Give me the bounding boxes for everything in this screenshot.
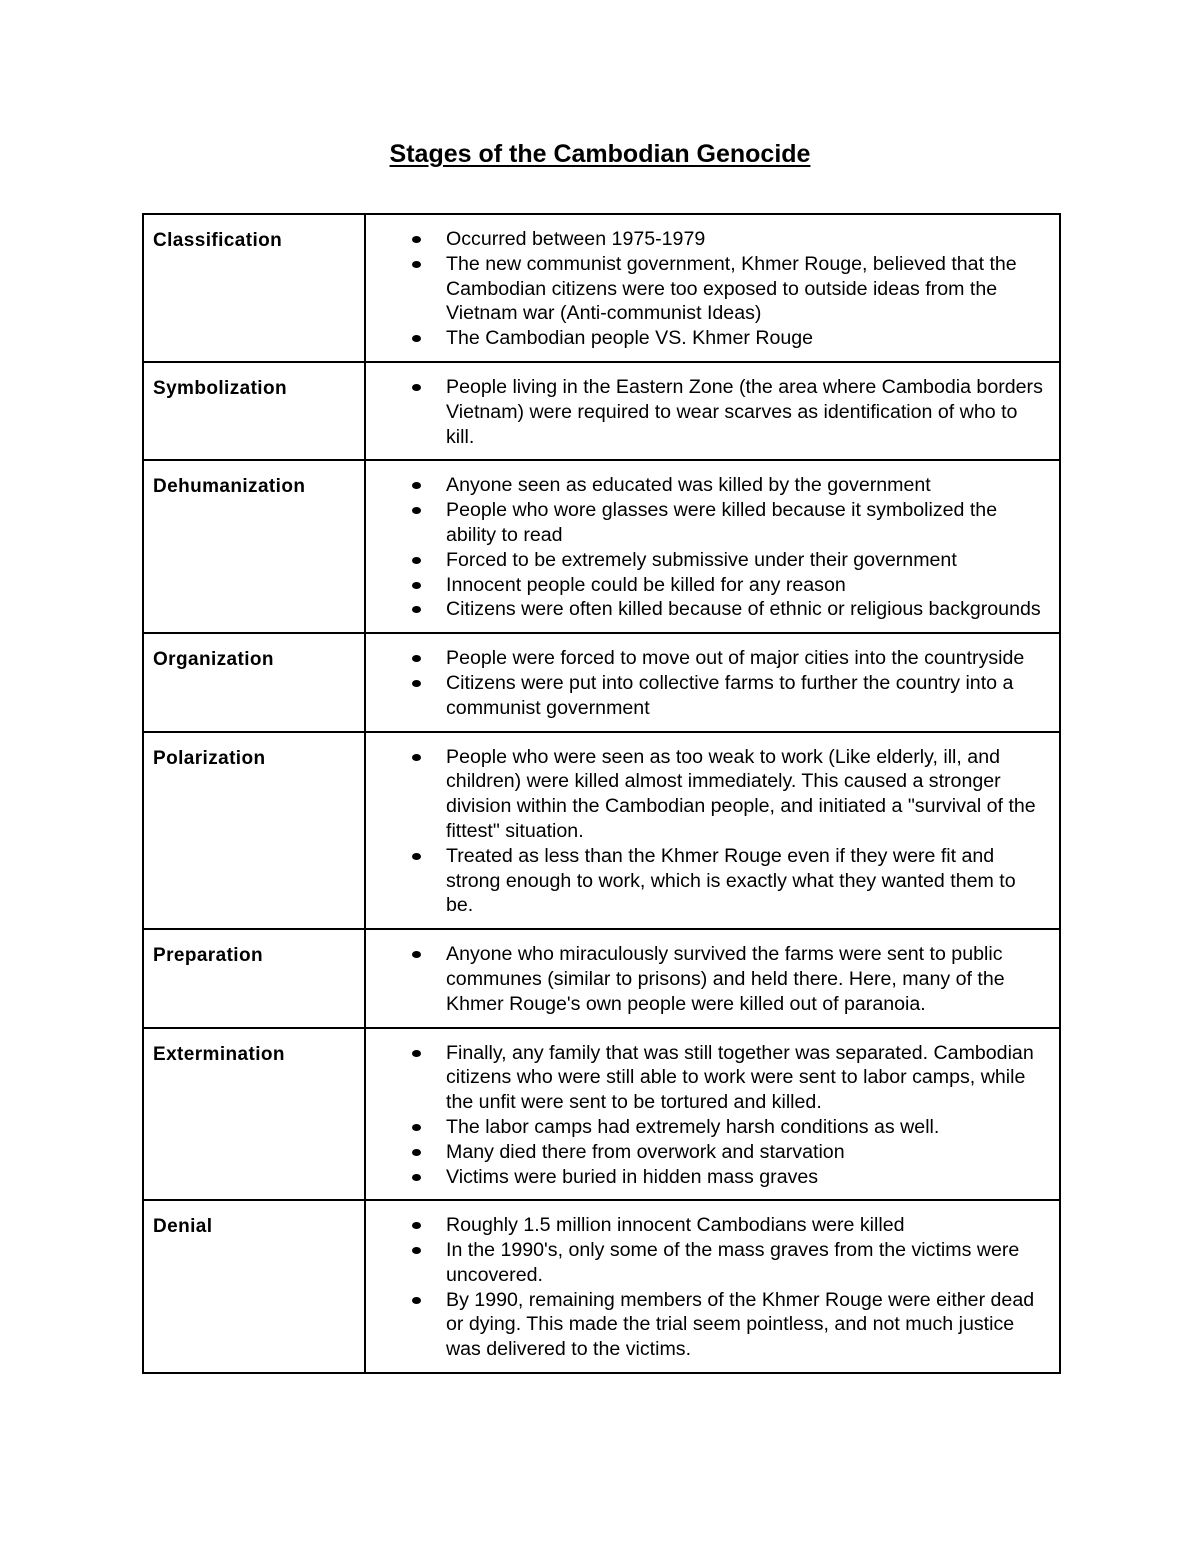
bullet-list — [366, 646, 1047, 720]
list-item: Innocent people could be killed for any reason — [446, 573, 1047, 598]
stage-points-cell — [365, 460, 1060, 633]
table-row — [143, 460, 1060, 633]
list-item: Anyone seen as educated was killed by the government — [446, 473, 1047, 498]
stage-name-cell: Denial — [143, 1200, 365, 1373]
table-row — [143, 732, 1060, 930]
stage-points-cell — [365, 1028, 1060, 1201]
bullet-list — [366, 227, 1047, 351]
list-item: The new communist government, Khmer Rouge, believed that the Cambodian citizens were too exposed to outside ideas from the Vietnam war (Anti-communist Ideas) — [446, 252, 1047, 326]
table-row — [143, 214, 1060, 362]
bullet-list — [366, 473, 1047, 622]
stage-name-cell: Extermination — [143, 1028, 365, 1201]
table-row — [143, 1200, 1060, 1373]
table-row — [143, 362, 1060, 460]
stages-table-body — [143, 214, 1060, 1373]
stage-name-cell: Classification — [143, 214, 365, 362]
stage-name-cell: Polarization — [143, 732, 365, 930]
list-item: Victims were buried in hidden mass graves — [446, 1165, 1047, 1190]
bullet-list — [366, 375, 1047, 449]
list-item: Finally, any family that was still together was separated. Cambodian citizens who were still able to work were sent to labor camps, while the unfit were sent to be tortured and killed. — [446, 1041, 1047, 1115]
list-item: In the 1990's, only some of the mass graves from the victims were uncovered. — [446, 1238, 1047, 1288]
stages-table — [142, 213, 1061, 1374]
list-item: The labor camps had extremely harsh conditions as well. — [446, 1115, 1047, 1140]
bullet-list — [366, 745, 1047, 919]
list-item: Treated as less than the Khmer Rouge even if they were fit and strong enough to work, which is exactly what they wanted them to be. — [446, 844, 1047, 918]
list-item: People were forced to move out of major cities into the countryside — [446, 646, 1047, 671]
table-row — [143, 1028, 1060, 1201]
list-item: People who wore glasses were killed because it symbolized the ability to read — [446, 498, 1047, 548]
stage-name-cell: Dehumanization — [143, 460, 365, 633]
stage-name-cell: Symbolization — [143, 362, 365, 460]
stage-points-cell — [365, 633, 1060, 731]
list-item: Many died there from overwork and starvation — [446, 1140, 1047, 1165]
stage-points-cell — [365, 214, 1060, 362]
stage-name-cell: Preparation — [143, 929, 365, 1027]
list-item: By 1990, remaining members of the Khmer Rouge were either dead or dying. This made the trial seem pointless, and not much justice was delivered to the victims. — [446, 1288, 1047, 1362]
list-item: Anyone who miraculously survived the farms were sent to public communes (similar to prisons) and held there. Here, many of the Khmer Rouge's own people were killed out of paranoia. — [446, 942, 1047, 1016]
list-item: People living in the Eastern Zone (the area where Cambodia borders Vietnam) were required to wear scarves as identification of who to kill. — [446, 375, 1047, 449]
bullet-list — [366, 1041, 1047, 1190]
list-item: The Cambodian people VS. Khmer Rouge — [446, 326, 1047, 351]
bullet-list — [366, 942, 1047, 1016]
stage-points-cell — [365, 1200, 1060, 1373]
stage-points-cell — [365, 929, 1060, 1027]
bullet-list — [366, 1213, 1047, 1362]
stage-name-cell: Organization — [143, 633, 365, 731]
list-item: People who were seen as too weak to work (Like elderly, ill, and children) were killed almost immediately. This caused a stronger division within the Cambodian people, and initiated a "survival of the fittest" situation. — [446, 745, 1047, 844]
list-item: Citizens were put into collective farms to further the country into a communist government — [446, 671, 1047, 721]
table-row — [143, 929, 1060, 1027]
page-title: Stages of the Cambodian Genocide — [389, 140, 811, 168]
list-item: Citizens were often killed because of ethnic or religious backgrounds — [446, 597, 1047, 622]
list-item: Forced to be extremely submissive under their government — [446, 548, 1047, 573]
list-item: Occurred between 1975-1979 — [446, 227, 1047, 252]
list-item: Roughly 1.5 million innocent Cambodians were killed — [446, 1213, 1047, 1238]
table-row — [143, 633, 1060, 731]
stage-points-cell — [365, 732, 1060, 930]
stage-points-cell — [365, 362, 1060, 460]
